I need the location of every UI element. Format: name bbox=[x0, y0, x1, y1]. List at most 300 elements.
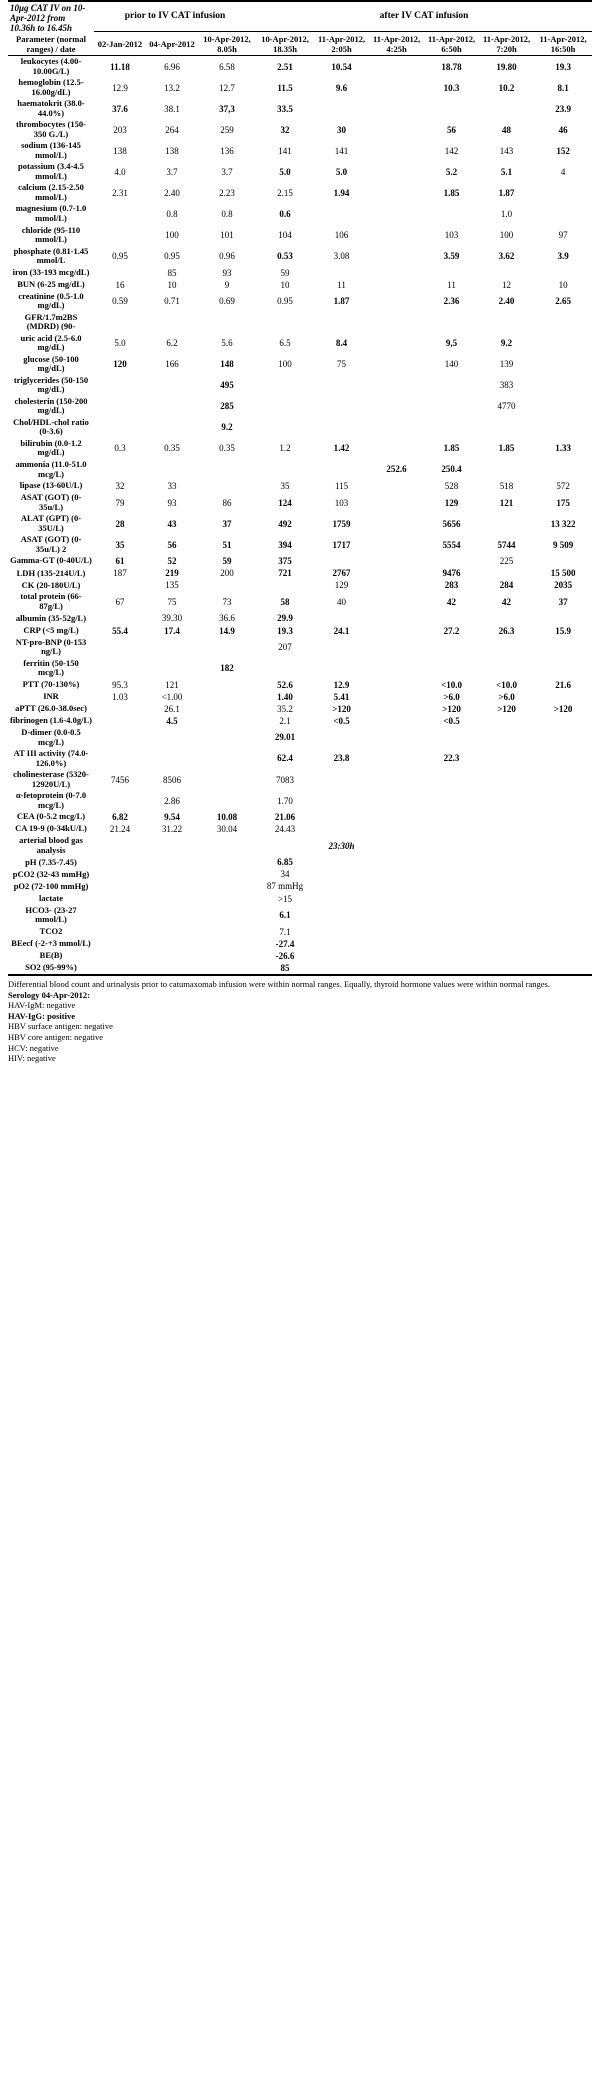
table-cell bbox=[369, 312, 424, 333]
table-cell bbox=[198, 727, 256, 748]
table-cell bbox=[424, 835, 479, 856]
table-cell: 8506 bbox=[163, 774, 181, 785]
table-cell: 1.85 bbox=[443, 443, 460, 454]
row-parameter-label: triglycerides (50-150 mg/dL) bbox=[13, 374, 89, 395]
table-cell: 1.0 bbox=[500, 208, 513, 219]
table-cell: 166 bbox=[165, 359, 179, 370]
table-row bbox=[8, 203, 592, 224]
table-row bbox=[8, 591, 592, 612]
table-cell: 12.7 bbox=[219, 82, 235, 93]
row-parameter-label: chloride (95-110 mmol/L) bbox=[21, 224, 81, 245]
table-cell bbox=[479, 905, 534, 926]
row-parameter-label: BEecf (-2-+3 mmol/L) bbox=[11, 938, 91, 948]
table-cell bbox=[256, 396, 314, 417]
table-cell: 52 bbox=[167, 556, 177, 567]
row-parameter-label: magnesium (0.7-1.0 mmol/L) bbox=[15, 203, 87, 223]
table-cell bbox=[146, 856, 198, 868]
table-cell: 11.5 bbox=[277, 82, 293, 93]
table-cell: 103 bbox=[334, 497, 349, 508]
table-cell: 9 509 bbox=[552, 539, 574, 550]
table-cell: 1.03 bbox=[112, 691, 128, 702]
table-cell bbox=[424, 98, 479, 119]
table-cell bbox=[369, 835, 424, 856]
table-cell: 7083 bbox=[276, 774, 295, 785]
table-cell bbox=[424, 727, 479, 748]
table-cell bbox=[369, 513, 424, 534]
table-row bbox=[8, 225, 592, 246]
table-cell: 85 bbox=[280, 962, 290, 973]
table-cell bbox=[479, 658, 534, 679]
row-parameter-label: aPTT (26.0-38.0sec) bbox=[15, 703, 87, 714]
table-cell: 121 bbox=[499, 497, 514, 508]
table-row bbox=[8, 513, 592, 534]
table-cell: 43 bbox=[167, 518, 177, 529]
table-row bbox=[8, 555, 592, 567]
table-cell: 5.0 bbox=[335, 166, 348, 177]
table-cell bbox=[479, 868, 534, 880]
table-cell bbox=[424, 396, 479, 417]
table-cell bbox=[94, 703, 146, 715]
table-cell bbox=[534, 182, 592, 203]
table-cell bbox=[94, 396, 146, 417]
table-cell: 33 bbox=[167, 481, 177, 492]
table-cell: 10 bbox=[167, 279, 177, 290]
table-cell bbox=[146, 727, 198, 748]
table-cell: 19.3 bbox=[277, 625, 293, 636]
table-cell bbox=[369, 417, 424, 438]
table-cell: 10 bbox=[280, 279, 290, 290]
table-cell: 13.2 bbox=[164, 82, 180, 93]
table-cell bbox=[369, 658, 424, 679]
table-cell bbox=[256, 658, 314, 679]
table-cell: 3.59 bbox=[443, 251, 460, 262]
table-cell: 9.6 bbox=[335, 82, 348, 93]
table-cell: 6.1 bbox=[279, 910, 291, 921]
table-row bbox=[8, 880, 592, 892]
table-cell bbox=[369, 77, 424, 98]
table-cell bbox=[314, 396, 369, 417]
table-cell: 38.1 bbox=[164, 103, 180, 114]
table-cell: 141 bbox=[334, 145, 349, 156]
row-parameter-label: HCO3- (23-27 mmol/L) bbox=[25, 904, 77, 925]
table-cell bbox=[94, 658, 146, 679]
row-parameter-label: ammonia (11.0-51.0 mcg/L) bbox=[15, 458, 87, 479]
table-row bbox=[8, 98, 592, 119]
table-cell: 1.85 bbox=[443, 187, 460, 198]
table-cell bbox=[534, 555, 592, 567]
table-cell bbox=[424, 417, 479, 438]
serology-block bbox=[8, 990, 592, 1064]
table-cell: 124 bbox=[278, 497, 292, 508]
table-cell: 139 bbox=[499, 359, 514, 370]
table-cell bbox=[256, 312, 314, 333]
table-cell bbox=[94, 267, 146, 279]
table-cell bbox=[534, 856, 592, 868]
table-cell bbox=[534, 938, 592, 950]
table-cell: <0.5 bbox=[333, 715, 350, 726]
table-cell bbox=[369, 938, 424, 950]
table-cell: 495 bbox=[220, 380, 234, 391]
table-cell bbox=[534, 459, 592, 480]
table-cell: 37.6 bbox=[112, 103, 128, 114]
table-cell: 27.2 bbox=[443, 625, 460, 636]
table-cell: >120 bbox=[332, 703, 351, 714]
table-cell: 101 bbox=[220, 229, 234, 240]
table-row bbox=[8, 790, 592, 811]
table-cell: 136 bbox=[220, 145, 234, 156]
row-parameter-label: lipase (13-60U/L) bbox=[19, 480, 83, 491]
table-cell: <10.0 bbox=[441, 679, 462, 690]
table-cell bbox=[369, 140, 424, 161]
table-cell: 1759 bbox=[332, 518, 351, 529]
table-cell: 34 bbox=[280, 869, 290, 880]
table-cell bbox=[424, 769, 479, 790]
table-cell bbox=[424, 926, 479, 938]
row-parameter-label: pH (7.35-7.45) bbox=[25, 856, 77, 867]
table-cell: 6.2 bbox=[166, 338, 178, 349]
table-cell bbox=[534, 926, 592, 938]
table-cell: 23.8 bbox=[333, 753, 350, 764]
table-cell: 21.24 bbox=[109, 824, 131, 835]
table-cell bbox=[369, 880, 424, 892]
table-row bbox=[8, 396, 592, 417]
row-parameter-label: pO2 (72-100 mmHg) bbox=[13, 880, 89, 891]
table-cell: 21.6 bbox=[555, 679, 571, 690]
table-cell bbox=[94, 748, 146, 769]
row-parameter-label: iron (33-193 mcg/dL) bbox=[12, 266, 90, 277]
table-cell bbox=[369, 823, 424, 835]
table-cell: 0.6 bbox=[279, 208, 291, 219]
table-cell: 152 bbox=[556, 145, 570, 156]
table-cell bbox=[479, 715, 534, 727]
table-row bbox=[8, 417, 592, 438]
serology-line: HAV-IgM: negative bbox=[8, 1000, 76, 1011]
column-header-8: 11-Apr-2012, 7:20h bbox=[479, 34, 534, 56]
table-cell: 39.30 bbox=[161, 613, 183, 624]
table-cell bbox=[94, 375, 146, 396]
table-cell bbox=[314, 612, 369, 624]
serology-line: HAV-IgG: positive bbox=[8, 1010, 75, 1021]
table-cell bbox=[424, 962, 479, 974]
table-cell bbox=[146, 748, 198, 769]
table-cell bbox=[256, 417, 314, 438]
table-cell bbox=[314, 459, 369, 480]
table-cell: 5.6 bbox=[221, 338, 233, 349]
table-cell bbox=[534, 691, 592, 703]
table-cell bbox=[479, 567, 534, 579]
table-cell bbox=[479, 938, 534, 950]
table-cell: 225 bbox=[499, 556, 514, 567]
table-row bbox=[8, 459, 592, 480]
table-cell bbox=[369, 856, 424, 868]
row-parameter-label: hemoglobin (12.5-16.00g/dL) bbox=[18, 77, 84, 97]
table-cell bbox=[94, 950, 146, 962]
table-cell bbox=[479, 727, 534, 748]
row-parameter-label: creatinine (0.5-1.0 mg/dL) bbox=[18, 290, 84, 311]
table-row bbox=[8, 56, 592, 78]
table-cell: 23:30h bbox=[328, 840, 355, 851]
table-cell: 0.96 bbox=[219, 251, 235, 262]
table-cell bbox=[369, 119, 424, 140]
table-cell: 6.58 bbox=[219, 61, 235, 72]
table-cell: 18.78 bbox=[441, 61, 462, 72]
row-parameter-label: D-dimer (0.0-0.5 mcg/L) bbox=[21, 726, 81, 747]
table-cell: 46 bbox=[558, 124, 568, 135]
table-cell: 3.08 bbox=[333, 251, 350, 262]
row-parameter-label: ALAT (GPT) (0-35U/L) bbox=[20, 513, 82, 533]
table-row bbox=[8, 823, 592, 835]
table-cell: 29.01 bbox=[274, 732, 296, 743]
table-cell: 1.33 bbox=[555, 443, 571, 454]
table-cell: 375 bbox=[278, 556, 292, 567]
table-cell bbox=[534, 267, 592, 279]
table-cell bbox=[369, 727, 424, 748]
table-cell: 24.43 bbox=[274, 824, 296, 835]
table-cell: 16 bbox=[115, 279, 125, 290]
table-cell: 62.4 bbox=[277, 753, 293, 764]
table-cell bbox=[146, 375, 198, 396]
table-cell: 5656 bbox=[442, 518, 461, 529]
table-row bbox=[8, 480, 592, 492]
table-cell: 9.54 bbox=[164, 812, 180, 823]
table-cell bbox=[94, 938, 146, 950]
table-cell bbox=[479, 637, 534, 658]
table-cell: 35 bbox=[280, 481, 290, 492]
group-header-after: after IV CAT infusion bbox=[256, 1, 592, 32]
table-cell: 97 bbox=[558, 229, 568, 240]
table-cell bbox=[146, 962, 198, 974]
row-parameter-label: BE(B) bbox=[39, 950, 63, 961]
table-cell bbox=[534, 962, 592, 974]
table-cell: 12.9 bbox=[112, 82, 128, 93]
row-parameter-label: thrombocytes (150-350 G./L) bbox=[16, 119, 86, 139]
table-cell: 29.9 bbox=[277, 613, 293, 624]
table-cell: 142 bbox=[444, 145, 459, 156]
table-cell bbox=[94, 790, 146, 811]
table-cell: 2035 bbox=[554, 580, 573, 591]
table-row bbox=[8, 567, 592, 579]
table-cell bbox=[369, 225, 424, 246]
table-cell: 36.6 bbox=[219, 613, 235, 624]
table-cell: 100 bbox=[278, 359, 292, 370]
table-cell: 21.06 bbox=[274, 812, 296, 823]
row-parameter-label: AT III activity (74.0-126.0%) bbox=[13, 748, 89, 768]
table-row bbox=[8, 715, 592, 727]
table-cell: 10 bbox=[558, 279, 568, 290]
table-cell bbox=[146, 868, 198, 880]
table-cell: 19.3 bbox=[555, 61, 571, 72]
table-cell bbox=[369, 291, 424, 312]
table-row bbox=[8, 492, 592, 513]
table-cell: 11 bbox=[337, 279, 346, 290]
table-cell bbox=[424, 637, 479, 658]
table-cell bbox=[479, 748, 534, 769]
table-cell bbox=[146, 637, 198, 658]
table-cell bbox=[146, 926, 198, 938]
table-row bbox=[8, 612, 592, 624]
table-cell: 52.6 bbox=[277, 679, 293, 690]
table-cell bbox=[369, 246, 424, 267]
table-group-header-row bbox=[8, 1, 592, 32]
table-row bbox=[8, 77, 592, 98]
table-cell: 0.3 bbox=[114, 443, 126, 454]
table-cell: 4770 bbox=[497, 401, 516, 412]
table-cell: 0.71 bbox=[164, 296, 180, 307]
table-cell bbox=[146, 893, 198, 905]
table-cell: 121 bbox=[165, 679, 179, 690]
table-cell bbox=[479, 98, 534, 119]
table-cell bbox=[198, 880, 256, 892]
column-header-parameter: Parameter (normal ranges) / date bbox=[8, 34, 94, 56]
table-cell: 3.7 bbox=[166, 166, 178, 177]
table-cell bbox=[369, 748, 424, 769]
table-cell: 26.1 bbox=[164, 703, 180, 714]
table-cell bbox=[479, 926, 534, 938]
table-cell: 182 bbox=[220, 663, 234, 674]
table-cell bbox=[534, 203, 592, 224]
row-parameter-label: leukocytes (4.00-10.00G/L) bbox=[20, 56, 82, 76]
column-header-1: 02-Jan-2012 bbox=[94, 34, 146, 56]
table-cell: 135 bbox=[165, 580, 179, 591]
table-cell: >15 bbox=[277, 893, 293, 904]
table-row bbox=[8, 950, 592, 962]
table-cell bbox=[534, 396, 592, 417]
row-parameter-label: ferritin (50-150 mcg/L) bbox=[23, 657, 79, 678]
table-cell bbox=[198, 312, 256, 333]
table-column-header-row bbox=[8, 34, 592, 56]
table-cell bbox=[198, 637, 256, 658]
table-cell bbox=[479, 417, 534, 438]
table-cell: 2.65 bbox=[555, 296, 571, 307]
table-cell: 10.3 bbox=[443, 82, 460, 93]
row-parameter-label: haematokrit (38.0-44.0%) bbox=[17, 98, 85, 118]
table-cell: 203 bbox=[113, 124, 127, 135]
table-caption: 10μg CAT IV on 10-Apr-2012 from 10.36h to 16.45h bbox=[8, 1, 94, 34]
table-cell bbox=[369, 396, 424, 417]
table-cell bbox=[369, 492, 424, 513]
table-cell: 0.35 bbox=[219, 443, 235, 454]
table-cell bbox=[314, 926, 369, 938]
table-cell bbox=[424, 555, 479, 567]
row-parameter-label: bilirubin (0.0-1.2 mg/dL) bbox=[20, 437, 82, 458]
table-cell bbox=[534, 312, 592, 333]
table-cell bbox=[369, 56, 424, 78]
table-cell bbox=[479, 769, 534, 790]
table-cell bbox=[534, 790, 592, 811]
table-cell: 35.2 bbox=[277, 703, 293, 714]
table-cell: 140 bbox=[444, 359, 459, 370]
table-cell bbox=[314, 727, 369, 748]
table-cell: 200 bbox=[220, 568, 234, 579]
table-cell bbox=[146, 417, 198, 438]
table-cell bbox=[424, 612, 479, 624]
table-cell bbox=[424, 312, 479, 333]
table-cell: 87 mmHg bbox=[266, 881, 304, 892]
table-cell: 518 bbox=[499, 481, 514, 492]
table-cell bbox=[256, 459, 314, 480]
table-cell: 0.95 bbox=[277, 296, 293, 307]
column-header-4: 10-Apr-2012, 18.35h bbox=[256, 34, 314, 56]
table-cell bbox=[146, 905, 198, 926]
table-cell bbox=[479, 856, 534, 868]
table-cell bbox=[369, 438, 424, 459]
row-parameter-label: cholinesterase (5320-12920U/L) bbox=[13, 769, 89, 789]
table-cell bbox=[198, 480, 256, 492]
table-cell bbox=[369, 893, 424, 905]
table-cell: >120 bbox=[442, 703, 461, 714]
table-cell bbox=[198, 835, 256, 856]
table-cell bbox=[424, 823, 479, 835]
table-cell: 0.8 bbox=[166, 208, 178, 219]
table-cell bbox=[534, 811, 592, 823]
row-parameter-label: NT-pro-BNP (0-153 ng/L) bbox=[15, 636, 87, 657]
table-cell bbox=[146, 938, 198, 950]
table-cell: 572 bbox=[556, 481, 570, 492]
table-cell bbox=[369, 612, 424, 624]
table-cell: 5.1 bbox=[500, 166, 513, 177]
table-cell: 35 bbox=[115, 539, 125, 550]
table-row bbox=[8, 658, 592, 679]
table-cell bbox=[146, 950, 198, 962]
table-cell bbox=[424, 880, 479, 892]
table-cell: 24.1 bbox=[333, 625, 350, 636]
table-row bbox=[8, 182, 592, 203]
table-cell: 33.5 bbox=[277, 103, 293, 114]
table-cell bbox=[146, 459, 198, 480]
table-cell bbox=[198, 926, 256, 938]
row-parameter-label: calcium (2.15-2.50 mmol/L) bbox=[18, 182, 84, 202]
table-cell bbox=[369, 333, 424, 354]
table-cell: 1.2 bbox=[279, 443, 291, 454]
table-row bbox=[8, 267, 592, 279]
table-cell bbox=[314, 893, 369, 905]
table-cell: 93 bbox=[222, 267, 232, 278]
table-cell bbox=[198, 950, 256, 962]
table-cell: 86 bbox=[222, 497, 232, 508]
table-cell bbox=[314, 658, 369, 679]
table-cell bbox=[424, 856, 479, 868]
footnote: Differential blood count and urinalysis prior to catumaxomab infusion were within normal ranges. Equally, thyroid hormone values were within normal ranges. bbox=[8, 978, 550, 989]
table-row bbox=[8, 835, 592, 856]
table-cell: 5554 bbox=[442, 539, 461, 550]
table-cell bbox=[534, 868, 592, 880]
table-cell: 1.42 bbox=[333, 443, 350, 454]
table-cell: 115 bbox=[334, 481, 349, 492]
table-cell: 2.40 bbox=[498, 296, 515, 307]
table-row bbox=[8, 312, 592, 333]
table-cell: 10.54 bbox=[331, 61, 352, 72]
row-parameter-label: CK (20-180U/L) bbox=[21, 579, 81, 590]
row-parameter-label: CEA (0-5.2 mcg/L) bbox=[16, 811, 86, 822]
table-cell bbox=[479, 459, 534, 480]
table-cell bbox=[369, 182, 424, 203]
column-header-3: 10-Apr-2012, 8.05h bbox=[198, 34, 256, 56]
table-cell bbox=[534, 658, 592, 679]
table-cell: 11.18 bbox=[110, 61, 130, 72]
table-cell bbox=[314, 375, 369, 396]
row-parameter-label: arterial blood gas analysis bbox=[19, 835, 83, 855]
table-cell: 2.23 bbox=[219, 187, 235, 198]
table-cell: -27.4 bbox=[275, 938, 295, 949]
table-row bbox=[8, 727, 592, 748]
row-parameter-label: INR bbox=[43, 691, 59, 702]
table-cell: 93 bbox=[167, 497, 177, 508]
table-cell bbox=[369, 480, 424, 492]
row-parameter-label: GFR/1.7m2BS (MDRD) (90- bbox=[24, 311, 78, 332]
table-cell bbox=[479, 312, 534, 333]
row-parameter-label: pCO2 (32-43 mmHg) bbox=[12, 868, 90, 879]
table-cell bbox=[479, 790, 534, 811]
